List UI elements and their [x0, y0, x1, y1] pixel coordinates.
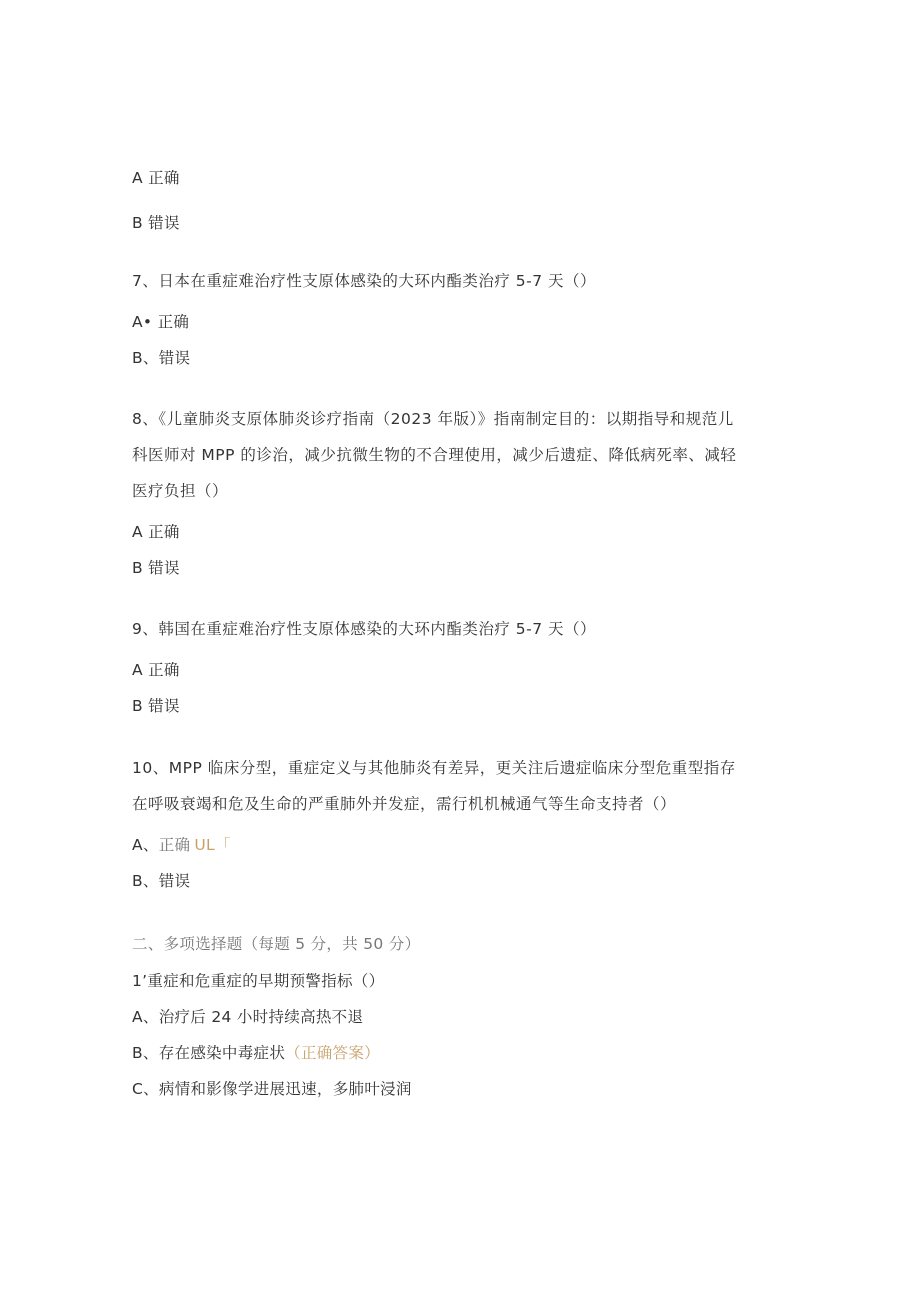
mq1-option-b [132, 1043, 380, 1063]
q10-option-a-text: 正确 [158, 836, 191, 854]
q8-option-b: B 错误 [132, 559, 180, 577]
q8-stem-line-1: 8、《儿童肺炎支原体肺炎诊疗指南（2023 年版）》指南制定目的：以期指导和规范儿 [132, 410, 734, 428]
section-2-heading: 二、多项选择题（每题 5 分，共 50 分） [132, 935, 421, 953]
q8-stem-line-3: 医疗负担（） [132, 482, 229, 500]
mq1-stem: 1’重症和危重症的早期预警指标（） [132, 972, 385, 990]
q6-option-b: B 错误 [132, 214, 180, 232]
q10-option-b: B、错误 [132, 872, 191, 890]
q10-option-a [132, 835, 231, 855]
q7-stem: 7、日本在重症难治疗性支原体感染的大环内酯类治疗 5-7 天（） [132, 272, 597, 290]
mq1-correct-answer-mark: （正确答案） [285, 1044, 380, 1062]
q10-stem-line-2: 在呼吸衰竭和危及生命的严重肺外并发症，需行机机械通气等生命支持者（） [132, 795, 677, 813]
q8-stem-line-2: 科医师对 MPP 的诊治，减少抗微生物的不合理使用，减少后遗症、降低病死率、减轻 [132, 446, 737, 464]
q10-stem-line-1: 10、MPP 临床分型，重症定义与其他肺炎有差异，更关注后遗症临床分型危重型指存 [132, 759, 736, 777]
q9-stem: 9、韩国在重症难治疗性支原体感染的大环内酯类治疗 5-7 天（） [132, 620, 597, 638]
mq1-option-a: A、治疗后 24 小时持续高热不退 [132, 1008, 364, 1026]
q10-answer-mark: UL「 [194, 836, 231, 854]
q8-option-a: A 正确 [132, 523, 180, 541]
mq1-option-b-text: B、存在感染中毒症状 [132, 1044, 286, 1062]
q10-option-a-prefix: A、 [132, 836, 159, 854]
q7-option-a: A• 正确 [132, 313, 190, 331]
q9-option-a: A 正确 [132, 661, 180, 679]
q9-option-b: B 错误 [132, 697, 180, 715]
mq1-option-c: C、病情和影像学进展迅速，多肺叶浸润 [132, 1080, 412, 1098]
q6-option-a: A 正确 [132, 169, 180, 187]
q7-option-b: B、错误 [132, 349, 191, 367]
